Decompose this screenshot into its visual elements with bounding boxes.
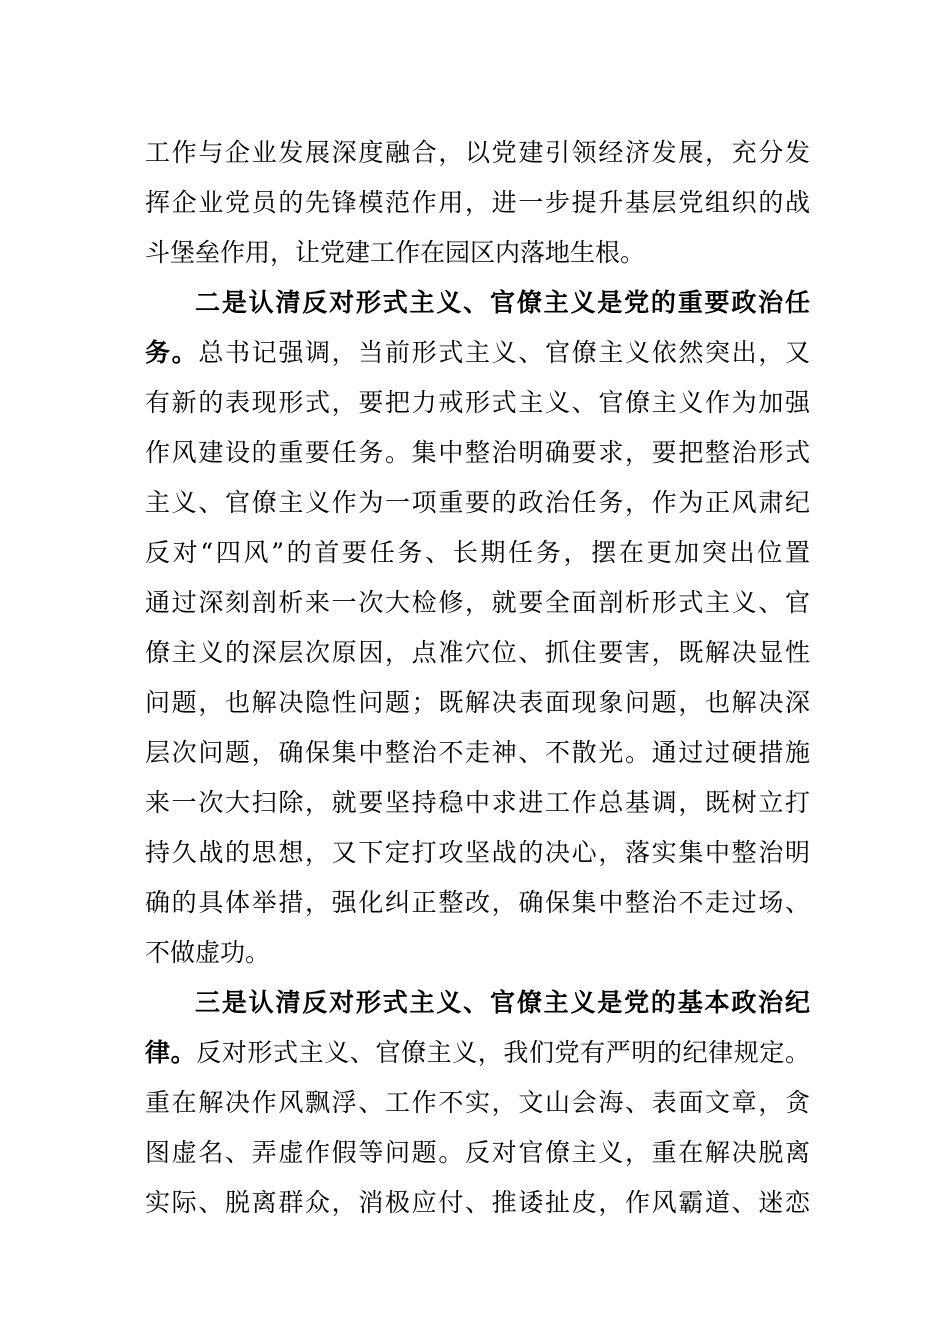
paragraph-1-line-2: 挥企业党员的先锋模范作用，进一步提升基层党组织的战 bbox=[145, 188, 810, 217]
paragraph-2-line-last: 不做虚功。 bbox=[145, 938, 271, 967]
paragraph-2-line: 层次问题，确保集中整治不走神、不散光。通过过硬措施 bbox=[145, 738, 810, 767]
paragraph-2-line: 来一次大扫除，就要坚持稳中求进工作总基调，既树立打 bbox=[145, 788, 810, 817]
paragraph-3-line: 图虚名、弄虚作假等问题。反对官僚主义，重在解决脱离 bbox=[145, 1138, 810, 1167]
paragraph-3-heading-end: 律。 bbox=[145, 1038, 197, 1067]
paragraph-3-line: 重在解决作风飘浮、工作不实，文山会海、表面文章，贪 bbox=[145, 1088, 810, 1117]
paragraph-2-line: 有新的表现形式，要把力戒形式主义、官僚主义作为加强 bbox=[145, 388, 810, 417]
paragraph-2-line: 反对“四风”的首要任务、长期任务，摆在更加突出位置 bbox=[145, 538, 810, 567]
paragraph-2-line: 作风建设的重要任务。集中整治明确要求，要把整治形式 bbox=[145, 438, 810, 467]
paragraph-3-line-2-text: 反对形式主义、官僚主义，我们党有严明的纪律规定。 bbox=[196, 1038, 810, 1067]
paragraph-2-line: 持久战的思想，又下定打攻坚战的决心，落实集中整治明 bbox=[145, 838, 810, 867]
paragraph-2-line-2-text: 总书记强调，当前形式主义、官僚主义依然突出，又 bbox=[198, 338, 810, 367]
paragraph-3-line-2 bbox=[145, 1028, 810, 1078]
paragraph-1-line-1: 工作与企业发展深度融合，以党建引领经济发展，充分发 bbox=[145, 138, 810, 167]
paragraph-2-line: 僚主义的深层次原因，点准穴位、抓住要害，既解决显性 bbox=[145, 638, 810, 667]
paragraph-3-heading-line-1: 三是认清反对形式主义、官僚主义是党的基本政治纪 bbox=[195, 988, 810, 1017]
paragraph-2-heading-line-1: 二是认清反对形式主义、官僚主义是党的重要政治任 bbox=[195, 288, 810, 317]
paragraph-3-line: 实际、脱离群众，消极应付、推诿扯皮，作风霸道、迷恋 bbox=[145, 1188, 810, 1217]
paragraph-2-line: 主义、官僚主义作为一项重要的政治任务，作为正风肃纪 bbox=[145, 488, 810, 517]
paragraph-1-line-3: 斗堡垒作用，让党建工作在园区内落地生根。 bbox=[145, 238, 646, 267]
paragraph-2-heading-end: 务。 bbox=[145, 338, 199, 367]
paragraph-2-line-2 bbox=[145, 328, 810, 378]
paragraph-2-line: 问题，也解决隐性问题；既解决表面现象问题，也解决深 bbox=[145, 688, 810, 717]
paragraph-2-line: 通过深刻剖析来一次大检修，就要全面剖析形式主义、官 bbox=[145, 588, 810, 617]
paragraph-2-line: 确的具体举措，强化纠正整改，确保集中整治不走过场、 bbox=[145, 888, 810, 917]
